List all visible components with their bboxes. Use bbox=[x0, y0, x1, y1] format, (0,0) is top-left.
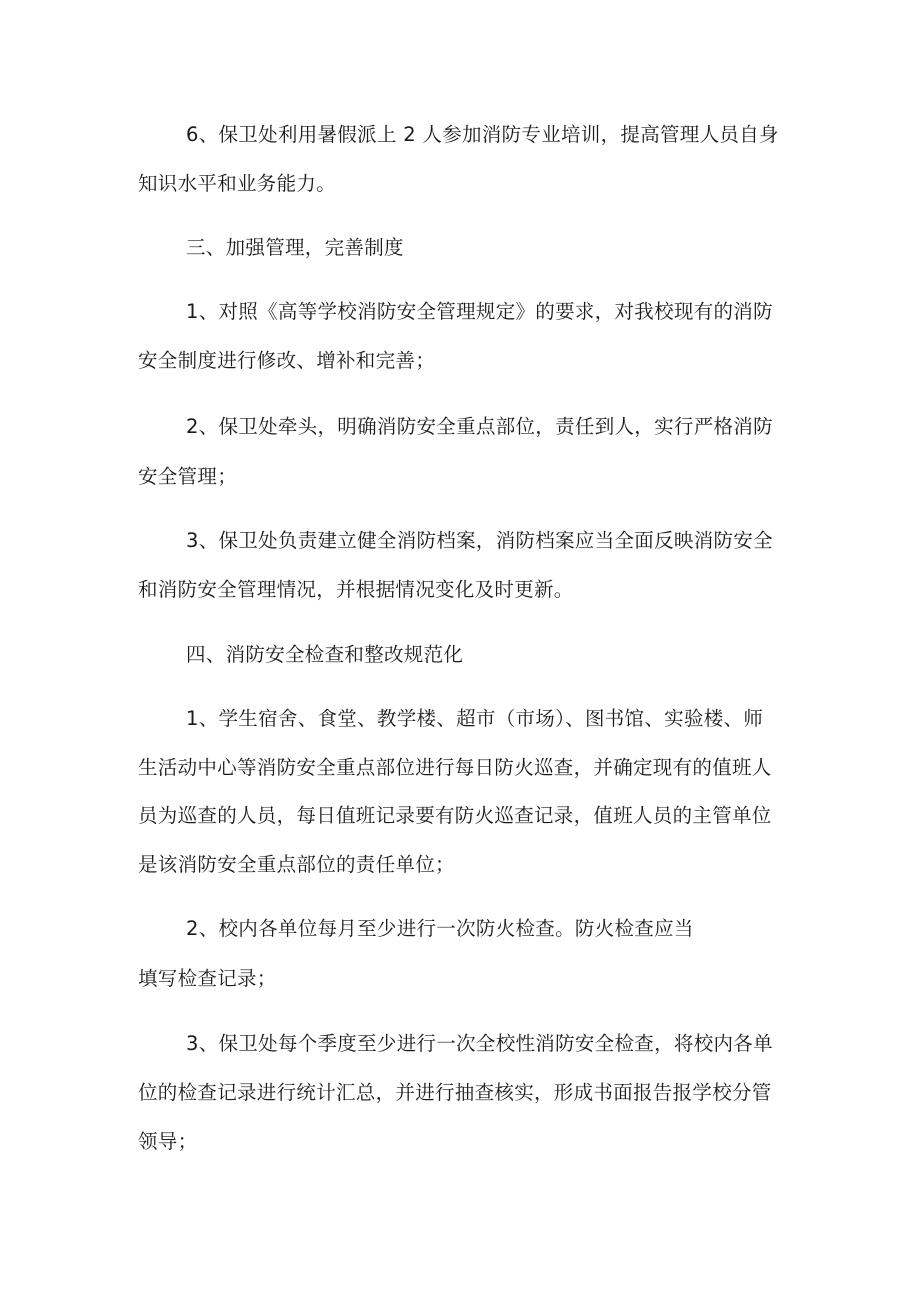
paragraph-4-1-line-4: 是该消防安全重点部位的责任单位； bbox=[138, 853, 455, 876]
paragraph-3-2-line-1: 2、保卫处牵头，明确消防安全重点部位，责任到人，实行严格消防 bbox=[186, 415, 773, 438]
paragraph-3-2-line-2: 安全管理； bbox=[138, 465, 238, 488]
paragraph-4-2-line-2: 填写检查记录； bbox=[138, 967, 277, 990]
paragraph-4-3-line-2: 位的检查记录进行统计汇总，并进行抽查核实，形成书面报告报学校分管 bbox=[138, 1081, 772, 1104]
paragraph-6-line-2: 知识水平和业务能力。 bbox=[138, 172, 337, 195]
paragraph-3-1-line-1: 1、对照《高等学校消防安全管理规定》的要求，对我校现有的消防 bbox=[186, 300, 773, 323]
paragraph-4-1-line-2: 生活动中心等消防安全重点部位进行每日防火巡查，并确定现有的值班人 bbox=[138, 756, 772, 779]
section-heading-4: 四、消防安全检查和整改规范化 bbox=[186, 643, 464, 666]
paragraph-3-3-line-2: 和消防安全管理情况，并根据情况变化及时更新。 bbox=[138, 578, 574, 601]
paragraph-4-1-line-3: 员为巡查的人员，每日值班记录要有防火巡查记录，值班人员的主管单位 bbox=[138, 804, 772, 827]
section-heading-3: 三、加强管理，完善制度 bbox=[186, 236, 404, 259]
paragraph-6-line-1: 6、保卫处利用暑假派上 2 人参加消防专业培训，提高管理人员自身 bbox=[186, 123, 779, 146]
paragraph-4-1-line-1: 1、学生宿舍、食堂、教学楼、超市（市场）、图书馆、实验楼、师 bbox=[186, 707, 764, 730]
paragraph-3-3-line-1: 3、保卫处负责建立健全消防档案，消防档案应当全面反映消防安全 bbox=[186, 529, 773, 552]
paragraph-3-1-line-2: 安全制度进行修改、增补和完善； bbox=[138, 349, 436, 372]
paragraph-4-3-line-3: 领导； bbox=[138, 1130, 198, 1153]
paragraph-4-3-line-1: 3、保卫处每个季度至少进行一次全校性消防安全检查，将校内各单 bbox=[186, 1032, 773, 1055]
paragraph-4-2-line-1: 2、校内各单位每月至少进行一次防火检查。防火检查应当 bbox=[186, 917, 694, 940]
